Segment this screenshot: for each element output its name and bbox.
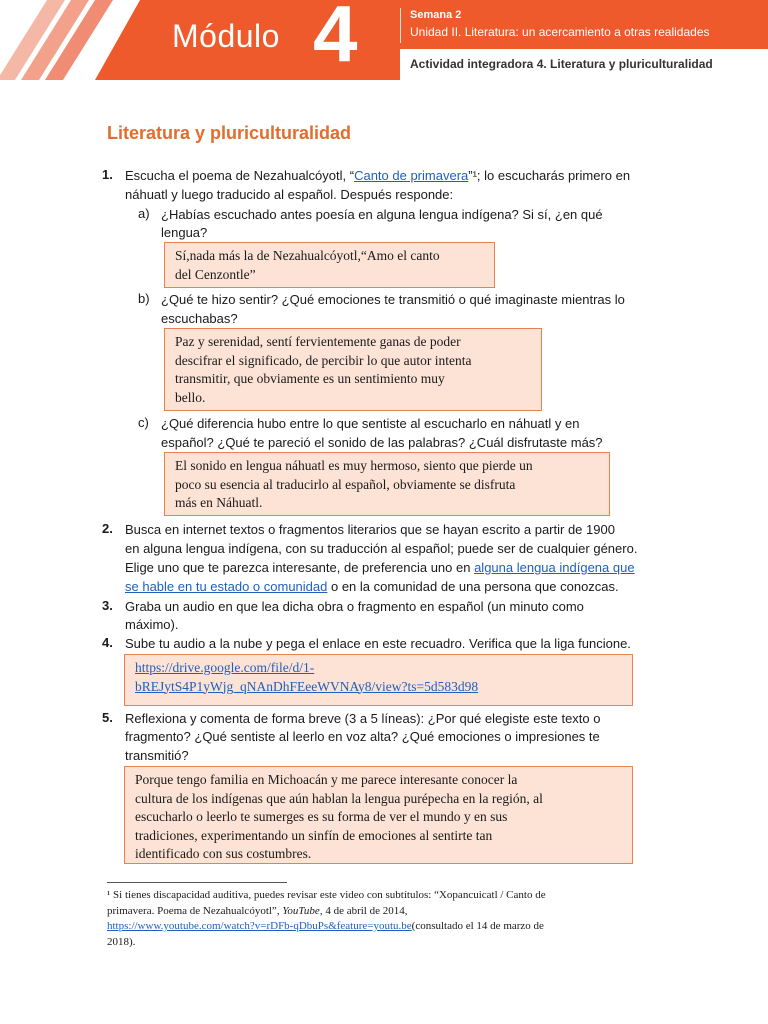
answer-box-5[interactable] [124,766,633,864]
question-1b-line-1: ¿Qué te hizo sentir? ¿Qué emociones te transmitió o qué imaginaste mientras lo [161,292,625,307]
footnote-line: 2018). [107,935,136,948]
answer-line: Paz y serenidad, sentí fervientemente ganas de poder [175,334,461,349]
activity-title: Actividad integradora 4. Literatura y pluriculturalidad [410,57,713,71]
question-1c-line-1: ¿Qué diferencia hubo entre lo que sentiste al escucharlo en náhuatl y en [161,416,580,431]
footnote-source: YouTube [282,904,320,917]
question-1c-line-2: español? ¿Qué te pareció el sonido de las palabras? ¿Cuál disfrutaste más? [161,435,603,450]
answer-line: bello. [175,389,206,405]
question-2-line-2: en alguna lengua indígena, con su traducción al español; puede ser de cualquier género. [125,541,638,556]
answer-line: cultura de los indígenas que aún hablan la lengua purépecha en la región, al [135,790,543,806]
question-1-line-2: náhuatl y luego traducido al español. Después responde: [125,187,454,202]
question-text: Escucha el poema de Nezahualcóyotl, “ [125,168,355,183]
sub-label-a: a) [138,206,150,221]
question-text: ”¹; lo escucharás primero en [468,168,631,183]
question-1a-line-1: ¿Habías escuchado antes poesía en alguna lengua indígena? Si sí, ¿en qué [161,207,603,222]
estado-comunidad-link[interactable]: se hable en tu estado o comunidad [125,579,328,594]
answer-box-1c[interactable] [164,452,610,516]
question-number: 2. [102,521,113,536]
question-1b-line-2: escuchabas? [161,311,238,326]
youtube-link[interactable]: https://www.youtube.com/watch?v=rDFb-qDbuPs&feature=youtu.be [107,920,412,932]
footnote-line [107,919,647,935]
answer-line: identificado con sus costumbres. [135,846,312,861]
unit-label: Unidad II. Literatura: un acercamiento a otras realidades [410,25,710,39]
answer-box-1a[interactable] [164,242,495,288]
footnote-text: (consultado el 14 de marzo de [411,920,544,932]
question-number: 3. [102,598,113,613]
answer-line: descifrar el significado, de percibir lo que autor intenta [175,352,472,368]
answer-line: Porque tengo familia en Michoacán y me parece interesante conocer la [135,772,518,787]
lengua-indigena-link[interactable]: alguna lengua indígena que [474,560,635,575]
answer-line: del Cenzontle” [175,266,256,282]
canto-de-primavera-link[interactable]: Canto de primavera [354,168,469,183]
sub-label-b: b) [138,291,150,306]
module-label: Módulo [172,18,280,54]
question-5-line-1: Reflexiona y comenta de forma breve (3 a 5 líneas): ¿Por qué elegiste este texto o [125,711,601,726]
week-label: Semana 2 [410,9,462,21]
question-text: Elige uno que te parezca interesante, de preferencia uno en [125,560,475,575]
answer-line: tradiciones, experimentando un sinfín de emociones al sentirte tan [135,827,493,843]
footnote-text: , 4 de abril de 2014, [319,904,408,917]
question-1a-line-2: lengua? [161,225,208,240]
answer-line: más en Náhuatl. [175,495,263,510]
footnote-line [107,904,647,920]
answer-box-4[interactable] [124,654,633,706]
drive-link-continued[interactable]: bREJytS4P1yWjg_qNAnDhFEeeWVNAy8/view?ts=5d583d98 [135,678,479,694]
answer-line: Sí,nada más la de Nezahualcóyotl,“Amo el canto [175,248,440,263]
footnote-line: ¹ Si tienes discapacidad auditiva, puedes revisar este video con subtítulos: “Xopancuicatl / Canto de [107,889,546,901]
question-number: 1. [102,167,113,182]
footnote-separator [107,882,287,883]
question-2-line-1: Busca en internet textos o fragmentos literarios que se hayan escrito a partir de 1900 [125,522,615,537]
question-2-line-4 [125,578,619,597]
question-3-line-2: máximo). [125,617,179,632]
page-title: Literatura y pluriculturalidad [107,123,352,143]
header-divider [400,8,401,43]
footnote [107,888,647,950]
question-number: 4. [102,635,113,650]
drive-link[interactable]: https://drive.google.com/file/d/1- [135,660,315,675]
question-number: 5. [102,710,113,725]
question-5-line-3: transmitió? [125,748,189,763]
module-header [0,0,768,80]
question-3-line-1: Graba un audio en que lea dicha obra o fragmento en español (un minuto como [125,599,584,614]
answer-line: El sonido en lengua náhuatl es muy hermoso, siento que pierde un [175,458,533,473]
question-5-line-2: fragmento? ¿Qué sentiste al leerlo en voz alta? ¿Qué emociones o impresiones te [125,729,600,744]
question-text: o en la comunidad de una persona que conozcas. [327,579,619,594]
question-1-line-1 [125,167,665,186]
answer-line: poco su esencia al traducirlo al español, obviamente se disfruta [175,476,516,492]
sub-label-c: c) [138,415,149,430]
footnote-text: primavera. Poema de Nezahualcóyotl”, [107,904,283,917]
answer-line: escucharlo o leerlo te sumerges es su forma de ver el mundo y en sus [135,809,508,824]
module-number: 4 [313,0,358,78]
answer-box-1b[interactable] [164,328,542,411]
question-2-line-3 [125,559,635,578]
answer-line: transmitir, que obviamente es un sentimiento muy [175,371,445,386]
question-4-line-1: Sube tu audio a la nube y pega el enlace en este recuadro. Verifica que la liga funcione. [125,636,631,651]
